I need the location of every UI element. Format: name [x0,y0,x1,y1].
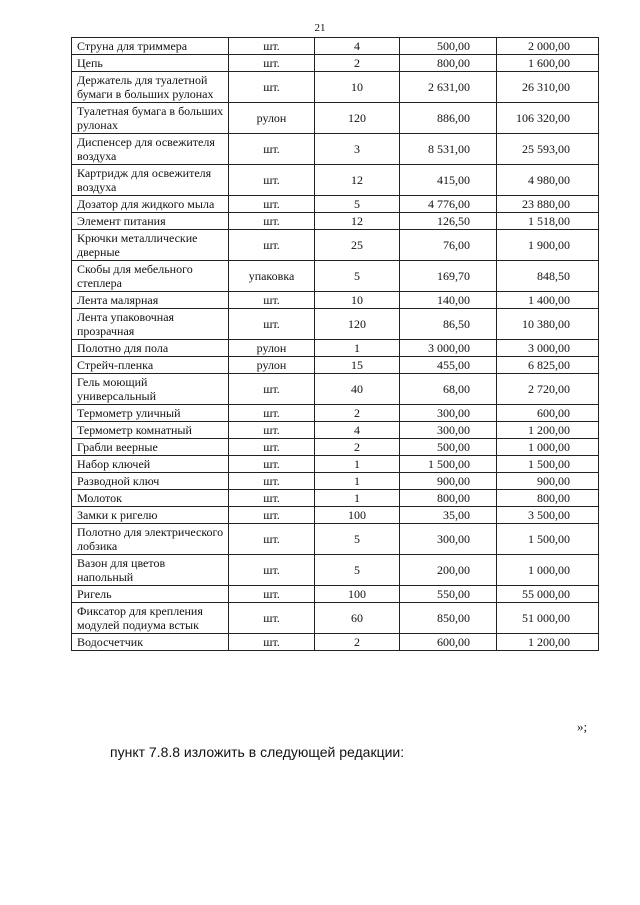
item-name-cell: Набор ключей [72,456,229,473]
item-total-cell: 848,50 [497,261,599,292]
table-row [72,439,599,456]
item-unit-cell: шт. [229,165,315,196]
table-row [72,586,599,603]
item-unit-cell: шт. [229,507,315,524]
item-name-cell: Ригель [72,586,229,603]
item-price-cell: 169,70 [400,261,497,292]
item-quantity-cell: 12 [315,165,400,196]
item-price-cell: 500,00 [400,439,497,456]
table-row [72,103,599,134]
item-quantity-cell: 1 [315,490,400,507]
item-price-cell: 500,00 [400,38,497,55]
item-name-cell: Термометр уличный [72,405,229,422]
item-total-cell: 26 310,00 [497,72,599,103]
item-price-cell: 886,00 [400,103,497,134]
table-row [72,165,599,196]
item-unit-cell: шт. [229,473,315,490]
item-total-cell: 6 825,00 [497,357,599,374]
table-row [72,555,599,586]
item-price-cell: 1 500,00 [400,456,497,473]
table-row [72,422,599,439]
page-number: 21 [314,22,326,34]
item-price-cell: 35,00 [400,507,497,524]
item-name-cell: Цепь [72,55,229,72]
table-row [72,72,599,103]
item-quantity-cell: 60 [315,603,400,634]
item-unit-cell: шт. [229,230,315,261]
item-quantity-cell: 15 [315,357,400,374]
item-unit-cell: шт. [229,38,315,55]
item-price-cell: 68,00 [400,374,497,405]
item-unit-cell: шт. [229,490,315,507]
item-total-cell: 1 518,00 [497,213,599,230]
item-price-cell: 900,00 [400,473,497,490]
item-price-cell: 550,00 [400,586,497,603]
items-table [71,37,599,651]
item-price-cell: 300,00 [400,405,497,422]
item-unit-cell: шт. [229,309,315,340]
item-unit-cell: упаковка [229,261,315,292]
item-name-cell: Грабли веерные [72,439,229,456]
item-quantity-cell: 25 [315,230,400,261]
item-total-cell: 2 720,00 [497,374,599,405]
item-name-cell: Вазон для цветов напольный [72,555,229,586]
item-total-cell: 23 880,00 [497,196,599,213]
item-quantity-cell: 120 [315,309,400,340]
table-row [72,196,599,213]
item-total-cell: 1 900,00 [497,230,599,261]
item-unit-cell: шт. [229,55,315,72]
item-total-cell: 2 000,00 [497,38,599,55]
item-total-cell: 800,00 [497,490,599,507]
table-row [72,213,599,230]
item-name-cell: Элемент питания [72,213,229,230]
item-name-cell: Полотно для пола [72,340,229,357]
item-total-cell: 1 200,00 [497,422,599,439]
item-unit-cell: шт. [229,405,315,422]
item-name-cell: Стрейч-пленка [72,357,229,374]
item-quantity-cell: 5 [315,196,400,213]
item-price-cell: 4 776,00 [400,196,497,213]
item-name-cell: Лента малярная [72,292,229,309]
item-name-cell: Фиксатор для крепления модулей подиума встык [72,603,229,634]
item-quantity-cell: 4 [315,38,400,55]
item-price-cell: 3 000,00 [400,340,497,357]
item-unit-cell: рулон [229,357,315,374]
item-total-cell: 51 000,00 [497,603,599,634]
item-unit-cell: шт. [229,134,315,165]
item-price-cell: 800,00 [400,490,497,507]
table-row [72,340,599,357]
item-unit-cell: шт. [229,374,315,405]
item-name-cell: Замки к ригелю [72,507,229,524]
item-quantity-cell: 2 [315,55,400,72]
table-row [72,261,599,292]
table-row [72,134,599,165]
item-price-cell: 76,00 [400,230,497,261]
item-quantity-cell: 120 [315,103,400,134]
item-price-cell: 140,00 [400,292,497,309]
item-total-cell: 900,00 [497,473,599,490]
item-total-cell: 1 000,00 [497,555,599,586]
item-quantity-cell: 3 [315,134,400,165]
table-row [72,309,599,340]
item-quantity-cell: 12 [315,213,400,230]
table-row [72,603,599,634]
item-name-cell: Полотно для электрического лобзика [72,524,229,555]
item-quantity-cell: 2 [315,634,400,651]
item-total-cell: 3 500,00 [497,507,599,524]
table-row [72,374,599,405]
item-unit-cell: шт. [229,524,315,555]
item-name-cell: Картридж для освежителя воздуха [72,165,229,196]
item-price-cell: 86,50 [400,309,497,340]
item-name-cell: Гель моющий универсальный [72,374,229,405]
item-name-cell: Туалетная бумага в больших рулонах [72,103,229,134]
item-unit-cell: рулон [229,103,315,134]
item-unit-cell: шт. [229,196,315,213]
item-total-cell: 1 600,00 [497,55,599,72]
item-quantity-cell: 5 [315,261,400,292]
item-price-cell: 800,00 [400,55,497,72]
item-quantity-cell: 2 [315,405,400,422]
item-unit-cell: рулон [229,340,315,357]
item-price-cell: 600,00 [400,634,497,651]
table-row [72,357,599,374]
item-price-cell: 300,00 [400,524,497,555]
item-unit-cell: шт. [229,72,315,103]
item-name-cell: Диспенсер для освежителя воздуха [72,134,229,165]
item-total-cell: 25 593,00 [497,134,599,165]
item-total-cell: 1 400,00 [497,292,599,309]
item-unit-cell: шт. [229,439,315,456]
item-unit-cell: шт. [229,456,315,473]
item-unit-cell: шт. [229,634,315,651]
item-name-cell: Струна для триммера [72,38,229,55]
item-unit-cell: шт. [229,422,315,439]
table-row [72,634,599,651]
item-total-cell: 600,00 [497,405,599,422]
item-name-cell: Лента упаковочная прозрачная [72,309,229,340]
item-total-cell: 4 980,00 [497,165,599,196]
item-price-cell: 455,00 [400,357,497,374]
item-price-cell: 2 631,00 [400,72,497,103]
table-row [72,490,599,507]
table-row [72,292,599,309]
item-price-cell: 415,00 [400,165,497,196]
table-row [72,456,599,473]
table-row [72,405,599,422]
item-quantity-cell: 10 [315,292,400,309]
closing-quote-mark: »; [577,719,588,734]
item-total-cell: 1 500,00 [497,524,599,555]
item-total-cell: 1 500,00 [497,456,599,473]
item-unit-cell: шт. [229,586,315,603]
item-total-cell: 10 380,00 [497,309,599,340]
item-quantity-cell: 100 [315,507,400,524]
table-row [72,507,599,524]
item-price-cell: 850,00 [400,603,497,634]
item-unit-cell: шт. [229,213,315,230]
item-quantity-cell: 4 [315,422,400,439]
table-row [72,230,599,261]
amendment-paragraph: пункт 7.8.8 изложить в следующей редакции: [110,744,405,760]
table-row [72,38,599,55]
item-quantity-cell: 5 [315,524,400,555]
item-unit-cell: шт. [229,603,315,634]
item-quantity-cell: 1 [315,473,400,490]
item-price-cell: 126,50 [400,213,497,230]
item-quantity-cell: 1 [315,456,400,473]
table-row [72,473,599,490]
item-name-cell: Держатель для туалетной бумаги в больших рулонах [72,72,229,103]
item-name-cell: Скобы для мебельного степлера [72,261,229,292]
item-name-cell: Разводной ключ [72,473,229,490]
table-row [72,55,599,72]
item-total-cell: 1 200,00 [497,634,599,651]
item-name-cell: Крючки металлические дверные [72,230,229,261]
item-unit-cell: шт. [229,555,315,586]
item-name-cell: Молоток [72,490,229,507]
item-quantity-cell: 2 [315,439,400,456]
item-price-cell: 8 531,00 [400,134,497,165]
items-table-body [72,38,599,651]
item-name-cell: Водосчетчик [72,634,229,651]
item-price-cell: 200,00 [400,555,497,586]
item-quantity-cell: 100 [315,586,400,603]
item-unit-cell: шт. [229,292,315,309]
item-total-cell: 3 000,00 [497,340,599,357]
item-total-cell: 106 320,00 [497,103,599,134]
item-quantity-cell: 40 [315,374,400,405]
item-name-cell: Термометр комнатный [72,422,229,439]
item-total-cell: 55 000,00 [497,586,599,603]
item-quantity-cell: 1 [315,340,400,357]
item-price-cell: 300,00 [400,422,497,439]
item-quantity-cell: 10 [315,72,400,103]
item-name-cell: Дозатор для жидкого мыла [72,196,229,213]
item-total-cell: 1 000,00 [497,439,599,456]
item-quantity-cell: 5 [315,555,400,586]
table-row [72,524,599,555]
